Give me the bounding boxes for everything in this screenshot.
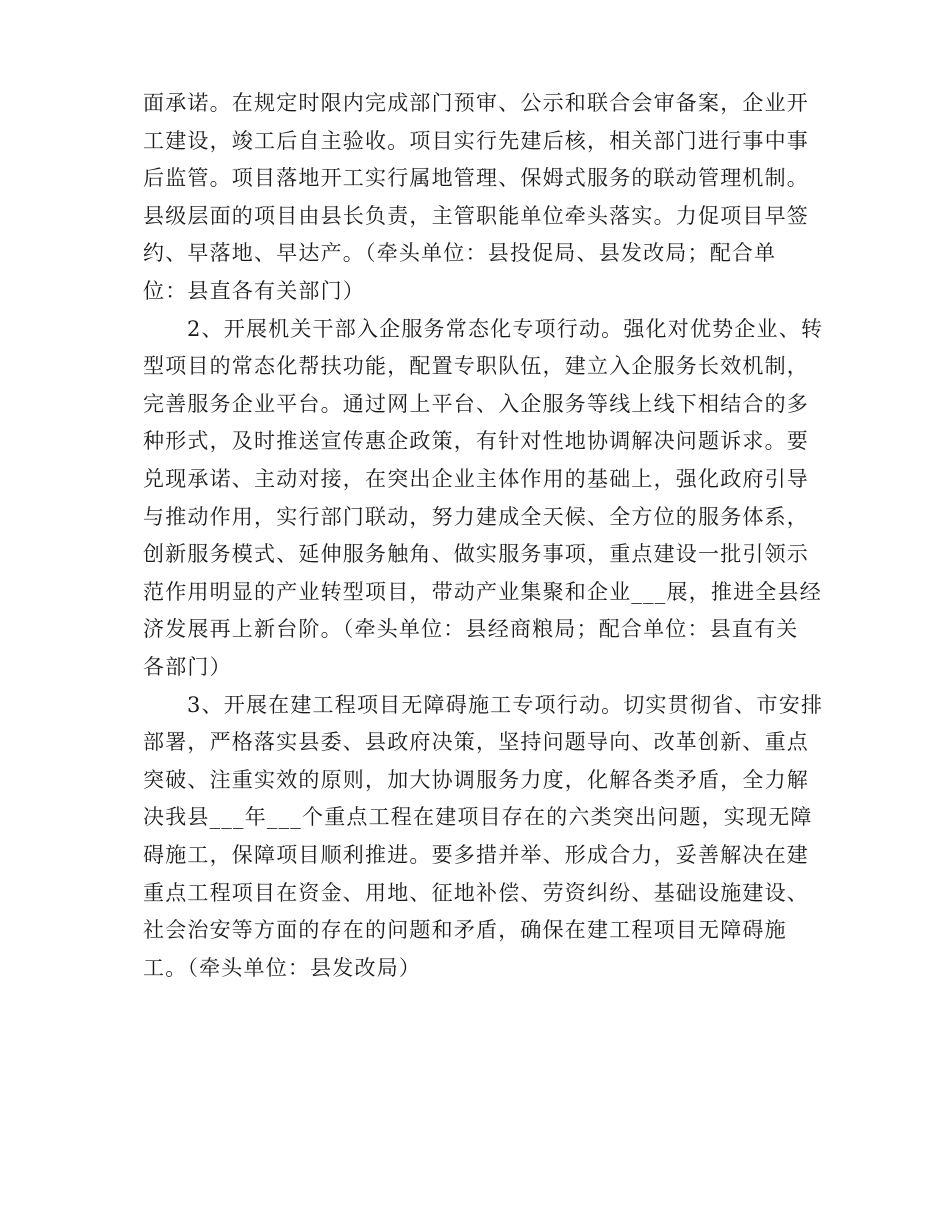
text-line: 工。（牵头单位：县发改局）	[143, 956, 422, 980]
paragraph-heading-2: 2、开展机关干部入企服务常态化专项行动。强化对优势企业、转	[187, 317, 824, 341]
text-line: 型项目的常态化帮扶功能，配置专职队伍，建立入企服务长效机制，	[143, 354, 809, 378]
text-line: 创新服务模式、延伸服务触角、做实服务事项，重点建设一批引领示	[143, 542, 809, 566]
text-line: 济发展再上新台阶。（牵头单位：县经商粮局；配合单位：县直有关	[143, 617, 799, 641]
text-line: 与推动作用，实行部门联动，努力建成全天候、全方位的服务体系，	[143, 505, 809, 529]
text-line: 碍施工，保障项目顺利推进。要多措并举、形成合力，妥善解决在建	[143, 843, 809, 867]
text-line: 种形式，及时推送宣传惠企政策，有针对性地协调解决问题诉求。要	[143, 429, 809, 453]
text-line: 重点工程项目在资金、用地、征地补偿、劳资纠纷、基础设施建设、	[143, 881, 809, 905]
text-line: 工建设，竣工后自主验收。项目实行先建后核，相关部门进行事中事	[143, 129, 809, 153]
text-line: 突破、注重实效的原则，加大协调服务力度，化解各类矛盾，全力解	[143, 768, 809, 792]
text-line: 后监管。项目落地开工实行属地管理、保姆式服务的联动管理机制。	[143, 166, 809, 190]
text-line: 社会治安等方面的存在的问题和矛盾，确保在建工程项目无障碍施	[143, 918, 787, 942]
paragraph-heading-3: 3、开展在建工程项目无障碍施工专项行动。切实贯彻省、市安排	[187, 693, 824, 717]
text-line: 位：县直各有关部门）	[143, 279, 365, 303]
text-line: 兑现承诺、主动对接，在突出企业主体作用的基础上，强化政府引导	[143, 467, 809, 491]
text-line: 完善服务企业平台。通过网上平台、入企服务等线上线下相结合的多	[143, 392, 809, 416]
text-line: 部署，严格落实县委、县政府决策，坚持问题导向、改革创新、重点	[143, 730, 809, 754]
text-line: 约、早落地、早达产。（牵头单位：县投促局、县发改局；配合单	[143, 241, 777, 265]
text-line: 面承诺。在规定时限内完成部门预审、公示和联合会审备案，企业开	[143, 91, 809, 115]
text-line: 范作用明显的产业转型项目，带动产业集聚和企业___展，推进全县经	[143, 580, 822, 604]
text-line: 各部门）	[143, 655, 232, 679]
text-line: 决我县___年___个重点工程在建项目存在的六类突出问题，实现无障	[143, 805, 813, 829]
text-line: 县级层面的项目由县长负责，主管职能单位牵头落实。力促项目早签	[143, 204, 809, 228]
